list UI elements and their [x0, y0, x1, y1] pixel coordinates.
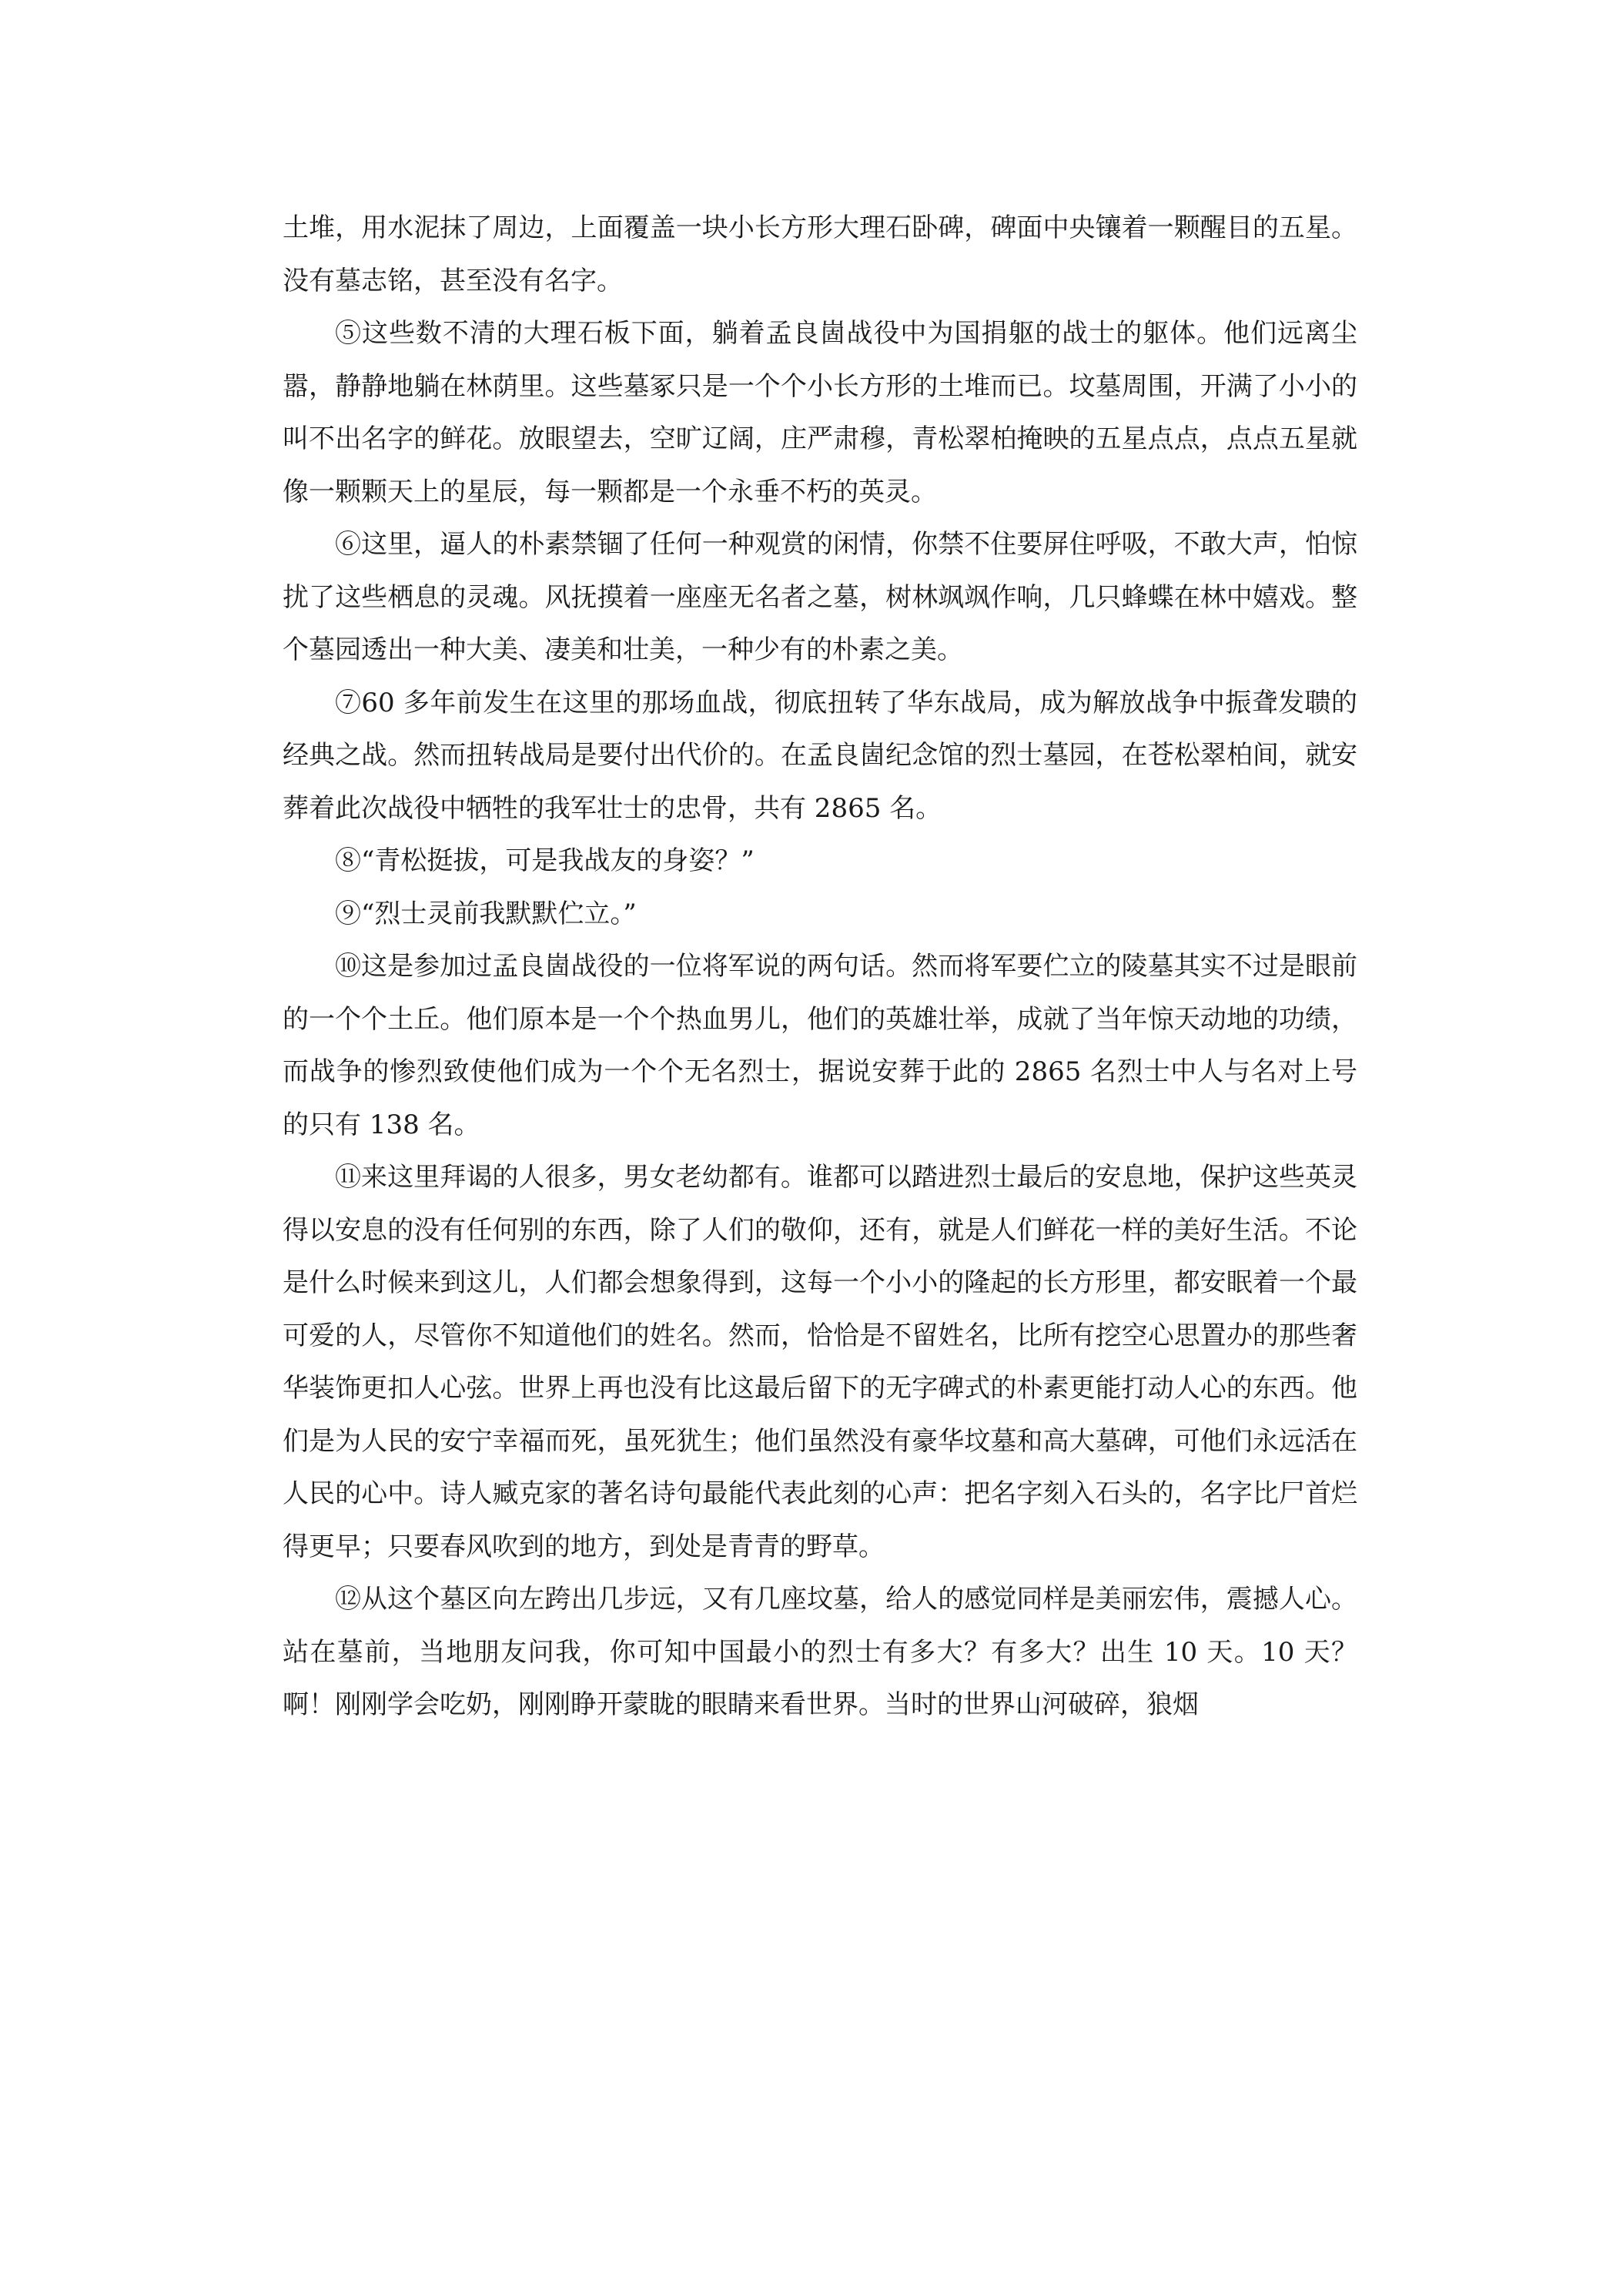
- paragraph-7: ⑦60 多年前发生在这里的那场血战，彻底扭转了华东战局，成为解放战争中振聋发聩的经典之战。然而扭转战局是要付出代价的。在孟良崮纪念馆的烈士墓园，在苍松翠柏间，就安葬着此次战役中牺牲的我军壮士的忠骨，共有 2865 名。: [283, 687, 1357, 824]
- paragraph-6: ⑥这里，逼人的朴素禁锢了任何一种观赏的闲情，你禁不住要屏住呼吸，不敢大声，怕惊扰了这些栖息的灵魂。风抚摸着一座座无名者之墓，树林飒飒作响，几只蜂蝶在林中嬉戏。整个墓园透出一种大美、凄美和壮美，一种少有的朴素之美。: [283, 529, 1357, 665]
- paragraph-5: ⑤这些数不清的大理石板下面，躺着孟良崮战役中为国捐躯的战士的躯体。他们远离尘嚣，静静地躺在林荫里。这些墓冢只是一个个小长方形的土堆而已。坟墓周围，开满了小小的叫不出名字的鲜花。放眼望去，空旷辽阔，庄严肃穆，青松翠柏掩映的五星点点，点点五星就像一颗颗天上的星辰，每一颗都是一个永垂不朽的英灵。: [283, 318, 1357, 507]
- paragraph-continuation: 土堆，用水泥抹了周边，上面覆盖一块小长方形大理石卧碑，碑面中央镶着一颗醒目的五星。没有墓志铭，甚至没有名字。: [283, 213, 1357, 296]
- article-body: [283, 202, 1357, 1732]
- paragraph-8: ⑧“青松挺拔，可是我战友的身姿？”: [335, 845, 755, 876]
- paragraph-10: ⑩这是参加过孟良崮战役的一位将军说的两句话。然而将军要伫立的陵墓其实不过是眼前的一个个土丘。他们原本是一个个热血男儿，他们的英雄壮举，成就了当年惊天动地的功绩，而战争的惨烈致使他们成为一个个无名烈士，据说安葬于此的 2865 名烈士中人与名对上号的只有 138 名。: [283, 951, 1357, 1140]
- paragraph-12: ⑫从这个墓区向左跨出几步远，又有几座坟墓，给人的感觉同样是美丽宏伟，震撼人心。站在墓前，当地朋友问我，你可知中国最小的烈士有多大？有多大？出生 10 天。10 天？啊！刚刚学会吃奶，刚刚睁开蒙眬的眼睛来看世界。当时的世界山河破碎，狼烟: [283, 1584, 1357, 1720]
- paragraph-9: ⑨“烈士灵前我默默伫立。”: [335, 898, 637, 929]
- paragraph-11: ⑪来这里拜谒的人很多，男女老幼都有。谁都可以踏进烈士最后的安息地，保护这些英灵得以安息的没有任何别的东西，除了人们的敬仰，还有，就是人们鲜花一样的美好生活。不论是什么时候来到这儿，人们都会想象得到，这每一个小小的隆起的长方形里，都安眠着一个最可爱的人，尽管你不知道他们的姓名。然而，恰恰是不留姓名，比所有挖空心思置办的那些奢华装饰更扣人心弦。世界上再也没有比这最后留下的无字碑式的朴素更能打动人心的东西。他们是为人民的安宁幸福而死，虽死犹生；他们虽然没有豪华坟墓和高大墓碑，可他们永远活在人民的心中。诗人臧克家的著名诗句最能代表此刻的心声：把名字刻入石头的，名字比尸首烂得更早；只要春风吹到的地方，到处是青青的野草。: [283, 1162, 1357, 1562]
